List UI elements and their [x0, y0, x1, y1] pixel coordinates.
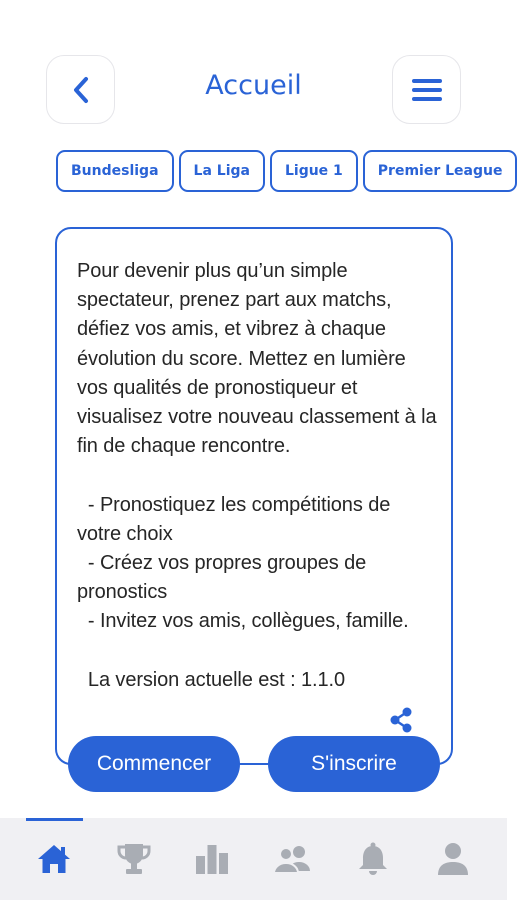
- signup-button[interactable]: S'inscrire: [268, 736, 440, 792]
- league-tabs[interactable]: [56, 150, 503, 192]
- start-button[interactable]: Commencer: [68, 736, 240, 792]
- menu-button[interactable]: [392, 55, 461, 124]
- nav-profile[interactable]: [423, 818, 483, 900]
- bottom-navigation: [0, 818, 507, 900]
- trophy-icon: [115, 841, 153, 877]
- groups-icon: [273, 843, 313, 875]
- home-icon: [36, 842, 72, 876]
- share-icon[interactable]: [387, 706, 415, 734]
- nav-groups[interactable]: [263, 818, 323, 900]
- profile-icon: [436, 841, 470, 877]
- info-card: [55, 227, 453, 765]
- tab-ligue-1[interactable]: Ligue 1: [270, 150, 358, 192]
- nav-home[interactable]: [24, 818, 84, 900]
- hamburger-menu-icon: [411, 77, 443, 103]
- ranking-icon: [193, 842, 231, 876]
- app-description: Pour devenir plus qu’un simple spectateur, prenez part aux matchs, défiez vos amis, et vibrez à chaque évolution du score. Mettez en lumière vos qualités de pronostiqueur et visualisez votre nouveau classement à la fin de chaque rencontre. - Pronostiquez les compétitions de votre choix - Créez vos propres groupes de pronostics - Invitez vos amis, collègues, famille. La version actuelle est : 1.1.0: [77, 260, 437, 691]
- nav-trophy[interactable]: [104, 818, 164, 900]
- tab-bundesliga[interactable]: Bundesliga: [56, 150, 174, 192]
- nav-notifications[interactable]: [343, 818, 403, 900]
- page-title: Accueil: [205, 70, 302, 101]
- nav-ranking[interactable]: [182, 818, 242, 900]
- bell-icon: [356, 841, 390, 877]
- tab-la-liga[interactable]: La Liga: [179, 150, 265, 192]
- tab-premier-league[interactable]: Premier League: [363, 150, 518, 192]
